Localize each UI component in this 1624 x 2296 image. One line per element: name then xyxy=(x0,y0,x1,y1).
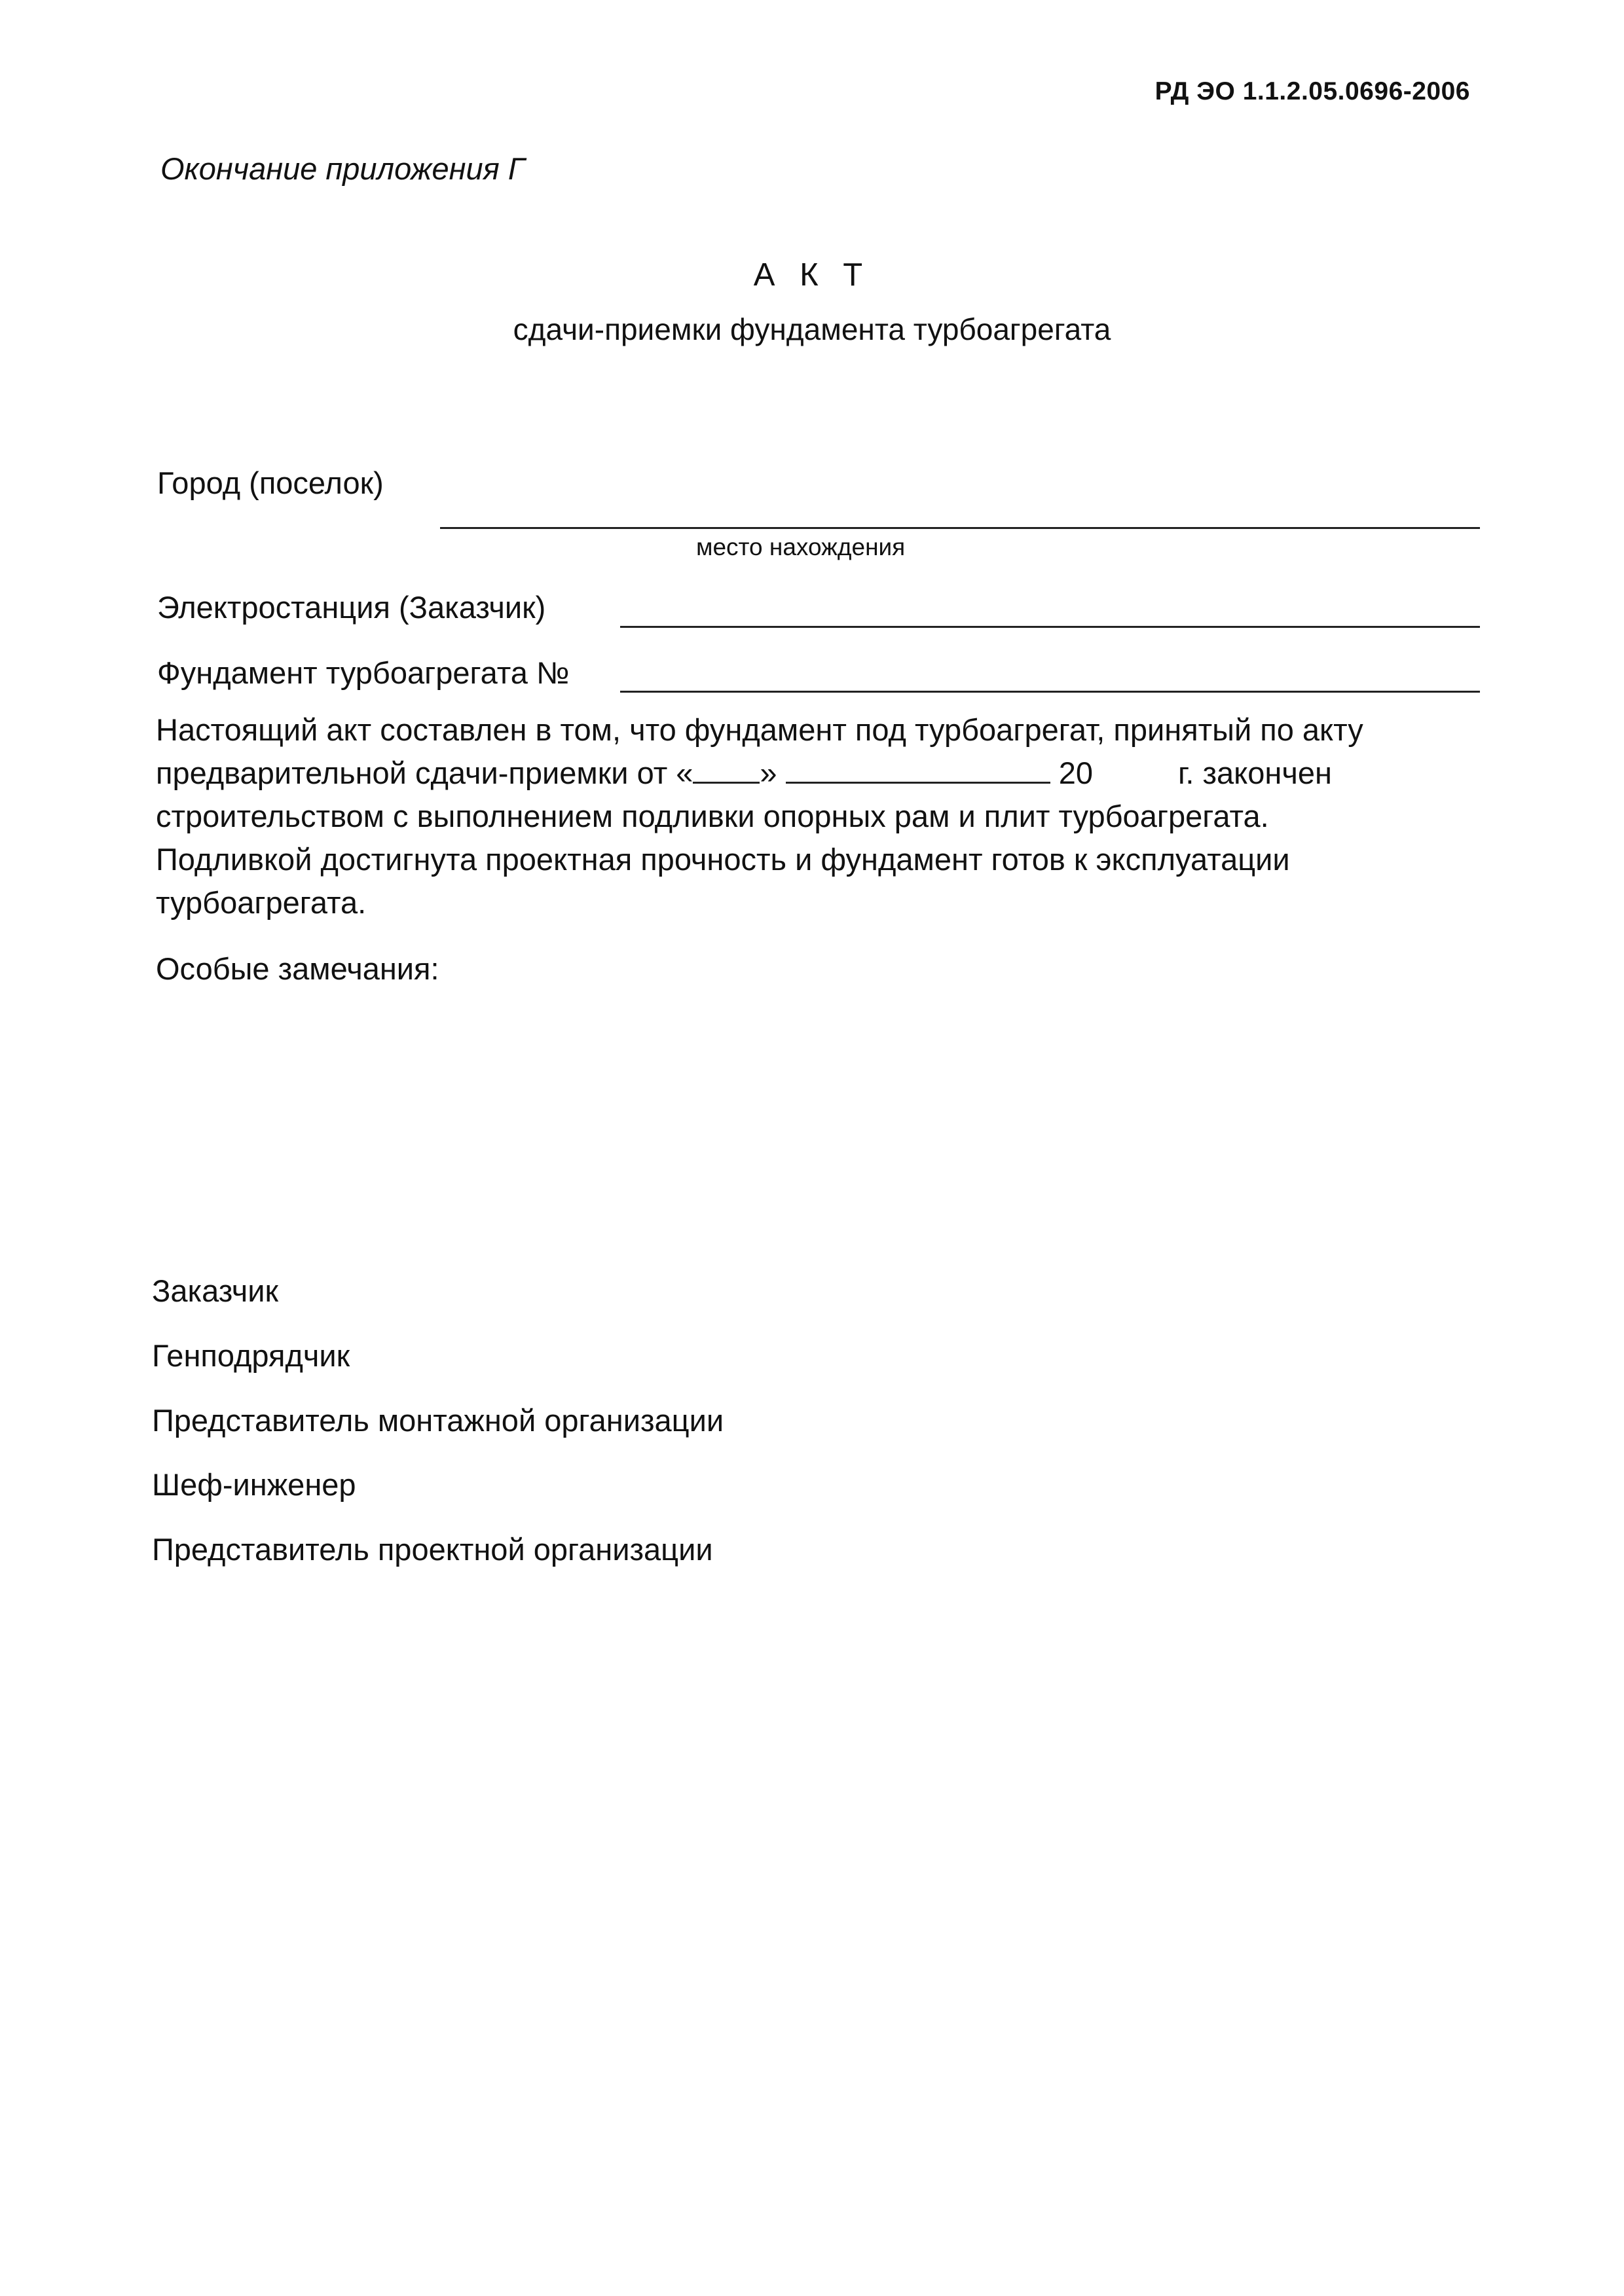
statement-text-c: 20 xyxy=(1058,756,1093,790)
city-label: Город (поселок) xyxy=(157,465,384,500)
strength-paragraph xyxy=(156,838,1479,924)
remarks-label: Особые замечания: xyxy=(156,951,439,986)
signature-general-contractor: Генподрядчик xyxy=(152,1338,350,1373)
statement-text-d: г. закончен xyxy=(1177,756,1332,790)
statement-line-1: Настоящий акт составлен в том, что фундамент под турбоагрегат, принятый по акту xyxy=(156,712,1363,747)
city-caption: место нахождения xyxy=(696,534,906,560)
statement-text-b: » xyxy=(760,756,777,790)
act-statement-paragraph xyxy=(156,708,1479,838)
foundation-input-line[interactable] xyxy=(620,691,1480,693)
strength-line-1: Подливкой достигнута проектная прочность и фундамент готов к эксплуатации xyxy=(156,842,1290,877)
document-code: РД ЭО 1.1.2.05.0696-2006 xyxy=(1154,77,1470,105)
signature-installer-rep: Представитель монтажной организации xyxy=(152,1403,724,1438)
statement-text-a: предварительной сдачи-приемки от « xyxy=(156,756,693,790)
strength-line-2: турбоагрегата. xyxy=(156,885,367,920)
statement-line-2 xyxy=(156,752,1479,795)
appendix-note: Окончание приложения Г xyxy=(160,151,525,186)
act-subtitle: сдачи-приемки фундамента турбоагрегата xyxy=(513,312,1111,346)
signature-chief-engineer: Шеф-инженер xyxy=(152,1467,356,1502)
month-blank[interactable] xyxy=(786,758,1050,784)
foundation-label: Фундамент турбоагрегата № xyxy=(157,655,570,690)
signature-customer: Заказчик xyxy=(152,1273,279,1308)
plant-label: Электростанция (Заказчик) xyxy=(157,590,546,625)
act-title: А К Т xyxy=(753,257,871,293)
statement-line-3: строительством с выполнением подливки опорных рам и плит турбоагрегата. xyxy=(156,799,1269,833)
city-input-line[interactable] xyxy=(440,527,1480,529)
signature-design-rep: Представитель проектной организации xyxy=(152,1532,713,1567)
plant-input-line[interactable] xyxy=(620,626,1480,628)
day-blank[interactable] xyxy=(693,758,760,784)
